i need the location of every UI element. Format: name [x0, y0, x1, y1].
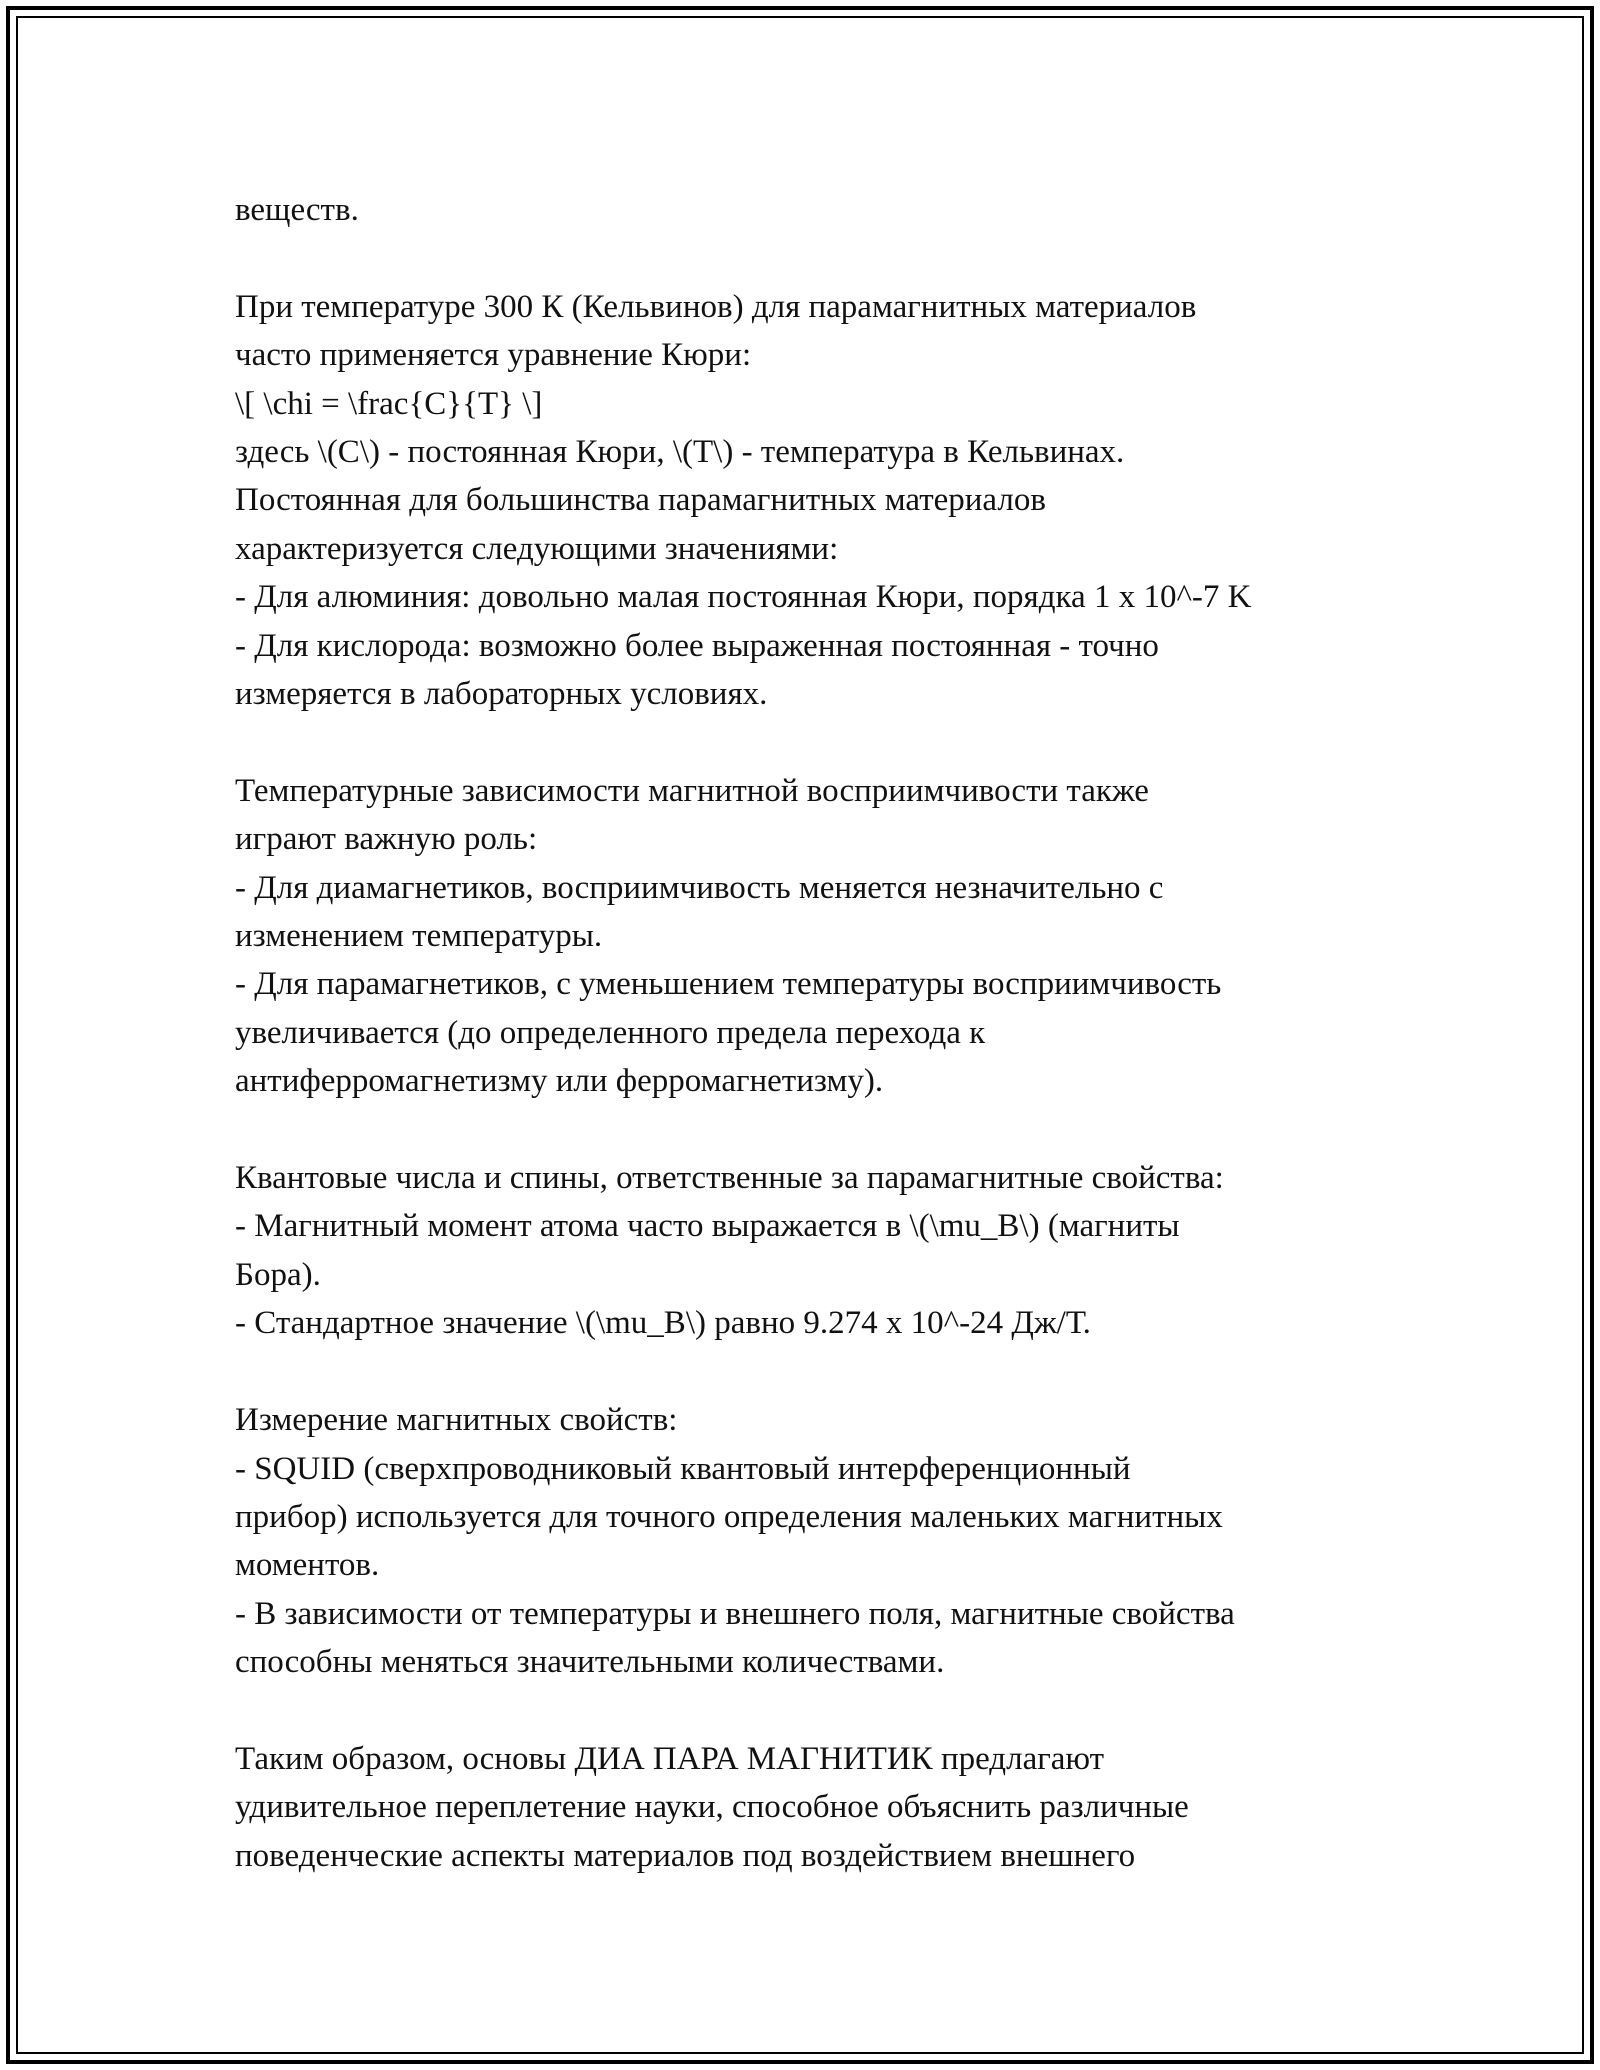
text-line: Измерение магнитных свойств:: [235, 1402, 678, 1439]
paragraph-curie-law: [235, 283, 1415, 719]
paragraph-conclusion: [235, 1735, 1415, 1880]
text-line: часто применяется уравнение Кюри:: [235, 337, 752, 374]
formula-line: \[ \chi = \frac{C}{T} \]: [235, 385, 543, 422]
list-item-line: - Для диамагнетиков, восприимчивость меняется незначительно с: [235, 869, 1164, 906]
text-line: удивительное переплетение науки, способное объяснить различные: [235, 1789, 1189, 1826]
text-line: измеряется в лабораторных условиях.: [235, 676, 768, 713]
list-item-line: - SQUID (сверхпроводниковый квантовый интерференционный: [235, 1450, 1131, 1487]
text-line: веществ.: [235, 192, 359, 228]
text-line: антиферромагнетизму или ферромагнетизму).: [235, 1063, 884, 1100]
text-line: поведенческие аспекты материалов под воздействием внешнего: [235, 1837, 1136, 1874]
list-item-line: - Для алюминия: довольно малая постоянная Кюри, порядка 1 x 10^-7 K: [235, 579, 1252, 616]
text-line: Квантовые числа и спины, ответственные за парамагнитные свойства:: [235, 1160, 1224, 1197]
text-line: Бора).: [235, 1256, 321, 1293]
text-line: характеризуется следующими значениями:: [235, 530, 839, 567]
list-item-line: - Стандартное значение \(\mu_B\) равно 9.274 x 10^-24 Дж/Т.: [235, 1305, 1091, 1342]
text-line: Постоянная для большинства парамагнитных материалов: [235, 482, 1046, 519]
paragraph-measurement: [235, 1396, 1415, 1686]
paragraph-temperature-dependence: [235, 767, 1415, 1106]
paragraph-continuation: [235, 186, 1415, 234]
document-body: [235, 186, 1415, 1880]
list-item-line: - Магнитный момент атома часто выражается в \(\mu_B\) (магниты: [235, 1208, 1180, 1245]
text-line: изменением температуры.: [235, 918, 603, 955]
text-line: моментов.: [235, 1547, 380, 1584]
text-line: При температуре 300 К (Кельвинов) для парамагнитных материалов: [235, 288, 1197, 325]
text-line: прибор) используется для точного определения маленьких магнитных: [235, 1498, 1223, 1535]
paragraph-quantum-numbers: [235, 1154, 1415, 1348]
list-item-line: - В зависимости от температуры и внешнего поля, магнитные свойства: [235, 1595, 1235, 1632]
text-line: увеличивается (до определенного предела перехода к: [235, 1014, 986, 1051]
text-line: Таким образом, основы ДИА ПАРА МАГНИТИК предлагают: [235, 1740, 1105, 1777]
text-line: играют важную роль:: [235, 821, 538, 858]
text-line: здесь \(C\) - постоянная Кюри, \(T\) - температура в Кельвинах.: [235, 434, 1125, 471]
list-item-line: - Для кислорода: возможно более выраженная постоянная - точно: [235, 627, 1159, 664]
text-line: Температурные зависимости магнитной восприимчивости также: [235, 772, 1149, 809]
text-line: способны меняться значительными количествами.: [235, 1644, 945, 1681]
list-item-line: - Для парамагнетиков, с уменьшением температуры восприимчивость: [235, 966, 1222, 1003]
